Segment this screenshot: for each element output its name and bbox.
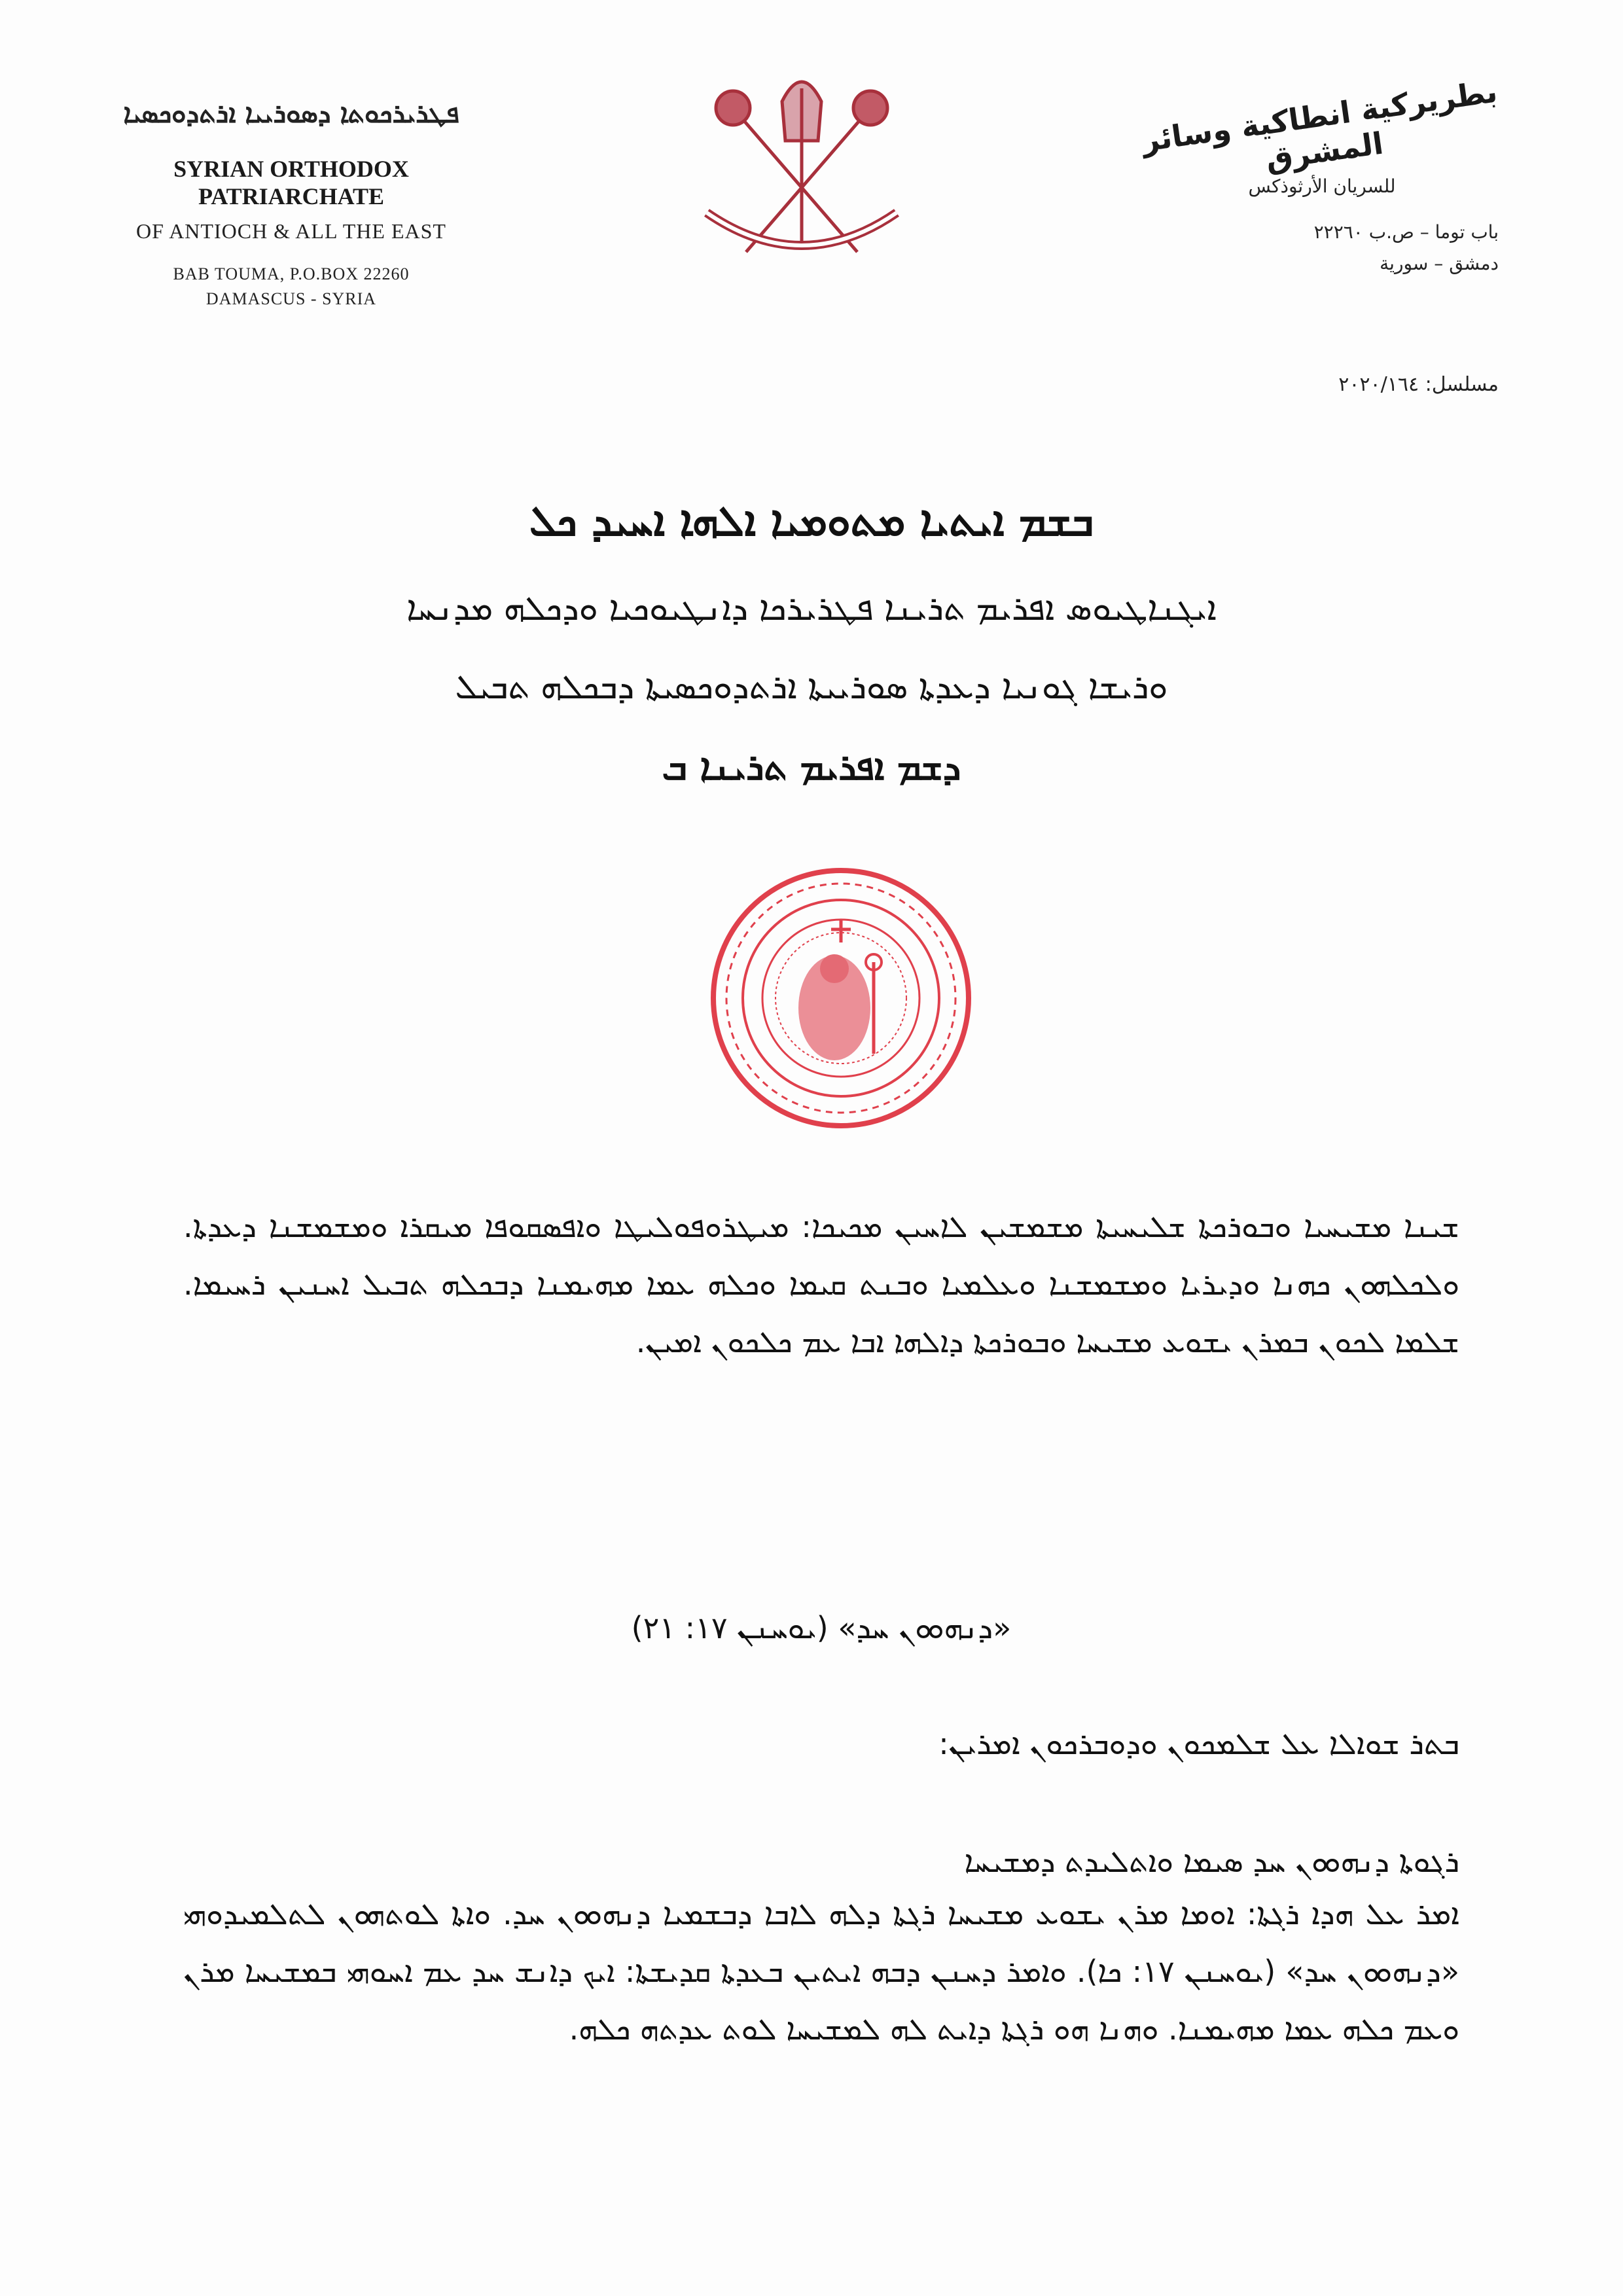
seal-icon	[707, 864, 975, 1132]
salutation: ܒܬܪ ܫܘܐܠܐ ܥܠ ܫܠܡܟܘܢ ܘܕܘܒܪܟܘܢ ܐܡܪܝܢ:	[938, 1726, 1459, 1761]
heading-patriarch-title: ܐܝܓܢܐܛܝܘܣ ܐܦܪܝܡ ܬܪܝܢܐ ܦܛܪܝܪܟܐ ܕܐܢܛܝܘܟܝܐ ܘܕܟܠܗ ܡܕܢܚܐ	[406, 589, 1217, 628]
letterhead-syriac-line: ܦܛܪܝܪܟܘܬܐ ܕܣܘܪܝܝܐ ܐܪܬܕܘܟܣܝܐ	[123, 98, 459, 129]
ar-address-line-1: باب توما – ص.ب ٢٢٢٦٠	[1313, 221, 1499, 243]
letterhead-address	[79, 262, 504, 312]
ar-address-line-2: دمشق – سورية	[1380, 253, 1499, 274]
patriarchal-crest	[694, 62, 910, 285]
heading-invocation: ܒܫܡ ܐܝܬܝܐ ܡܬܘܡܝܐ ܐܠܗܐ ܐܚܝܕ ܟܠ	[529, 497, 1094, 546]
address-line-2: DAMASCUS - SYRIA	[205, 289, 377, 308]
patriarchal-seal	[707, 864, 975, 1132]
scripture-quote: «ܕܢܗܘܘܢ ܚܕ» (ܝܘܚܢܢ ١٧: ٢١)	[631, 1610, 1012, 1645]
reference-number: مسلسل: ٢٠٢٠/١٦٤	[1338, 373, 1499, 396]
letterhead-english	[79, 98, 504, 312]
letterhead-ar-subtitle: للسريان الأرثوذكس	[1248, 175, 1396, 197]
address-line-1: BAB TOUMA, P.O.BOX 22260	[173, 264, 410, 283]
crest-icon	[694, 62, 910, 285]
letterhead-ar-address	[1126, 217, 1518, 279]
letterhead-arabic	[1126, 73, 1518, 279]
body-paragraph-2: ܐܡܪ ܥܠ ܗܕܐ ܪܓܬܐ: ܐܘܡܐ ܡܪܢ ܝܫܘܥ ܡܫܝܚܐ ܪܓܬܐ ܕܠܗ ܠܐܒܐ ܕܒܫܡܝܐ ܕܢܗܘܘܢ ܚܕ. ܘܐܬܐ ܠܘܬܗܘܢ ܠܬܠܡܝܕܘܗܝ «ܕܢܗܘܘܢ ܚܕ» (ܝܘܚܢܢ ١٧: ܟܐ). ܘܐܡܪ ܕܚܢܢ ܕܒܗ ܐܝܬܝܢ ܒܥܕܬܐ ܩܕܝܫܬܐ: ܐܝܟ ܕܐܢܫ ܚܕ ܥܡ ܐܚܘܗܝ ܒܡܫܝܚܐ ܡܪܢ ܘܥܡ ܟܠܗ ܥܡܐ ܡܗܝܡܢܐ. ܘܗܢܐ ܗܘ ܪܓܬܐ ܕܐܝܬ ܠܗ ܠܡܫܝܚܐ ܠܘܬ ܥܕܬܗ ܟܠܗ.	[183, 1896, 1459, 2047]
body-paragraph-1: ܫܝܢܐ ܡܫܝܚܝܐ ܘܒܘܪܟܬܐ ܫܠܝܚܝܬܐ ܡܫܡܫܝܢ ܠܐܚܝܢ ܡܟܝܟܐ: ܡܝܛܪܘܦܘܠܝܛܐ ܘܐܦܣܩܘܦܐ ܡܝܩܪܐ ܘܡܫܡܫܢܐ ܕܥܕܬܐ. ܘܠܟܠܗܘܢ ܟܗܢܐ ܘܕܝܪܝܐ ܘܡܫܡܫܢܐ ܘܥܠܡܝܐ ܘܒܢܬ ܩܝܡܐ ܘܟܠܗ ܥܡܐ ܡܗܝܡܢܐ ܕܒܟܠܗ ܬܒܝܠ ܐܚܢܝܢ ܪܚܝܡܐ. ܫܠܡܐ ܠܟܘܢ ܒܡܪܢ ܝܫܘܥ ܡܫܝܚܐ ܘܒܘܪܟܬܐ ܕܐܠܗܐ ܐܒܐ ܥܡ ܟܠܟܘܢ ܐܡܝܢ.	[183, 1209, 1459, 1359]
heading-church-title: ܘܪܝܫܐ ܓܘܢܝܐ ܕܥܕܬܐ ܣܘܪܝܝܬܐ ܐܪܬܕܘܟܣܝܬܐ ܕܒܟܠܗ ܬܒܝܠ	[455, 668, 1168, 707]
paragraph-2-heading: ܪܓܘܬܐ ܕܢܗܘܘܢ ܚܕ ܣܝܡܐ ܘܐܬܠܝܕܬ ܕܡܫܝܚܐ	[964, 1844, 1459, 1879]
heading-name: ܕܫܡ ܐܦܪܝܡ ܬܪܝܢܐ ܒ	[662, 746, 961, 789]
letterhead-ar-title: بطريركية انطاكية وسائر المشرق	[1139, 73, 1500, 177]
letterhead-subtitle: OF ANTIOCH & ALL THE EAST	[136, 219, 446, 243]
letterhead-title: SYRIAN ORTHODOX PATRIARCHATE	[173, 156, 409, 209]
